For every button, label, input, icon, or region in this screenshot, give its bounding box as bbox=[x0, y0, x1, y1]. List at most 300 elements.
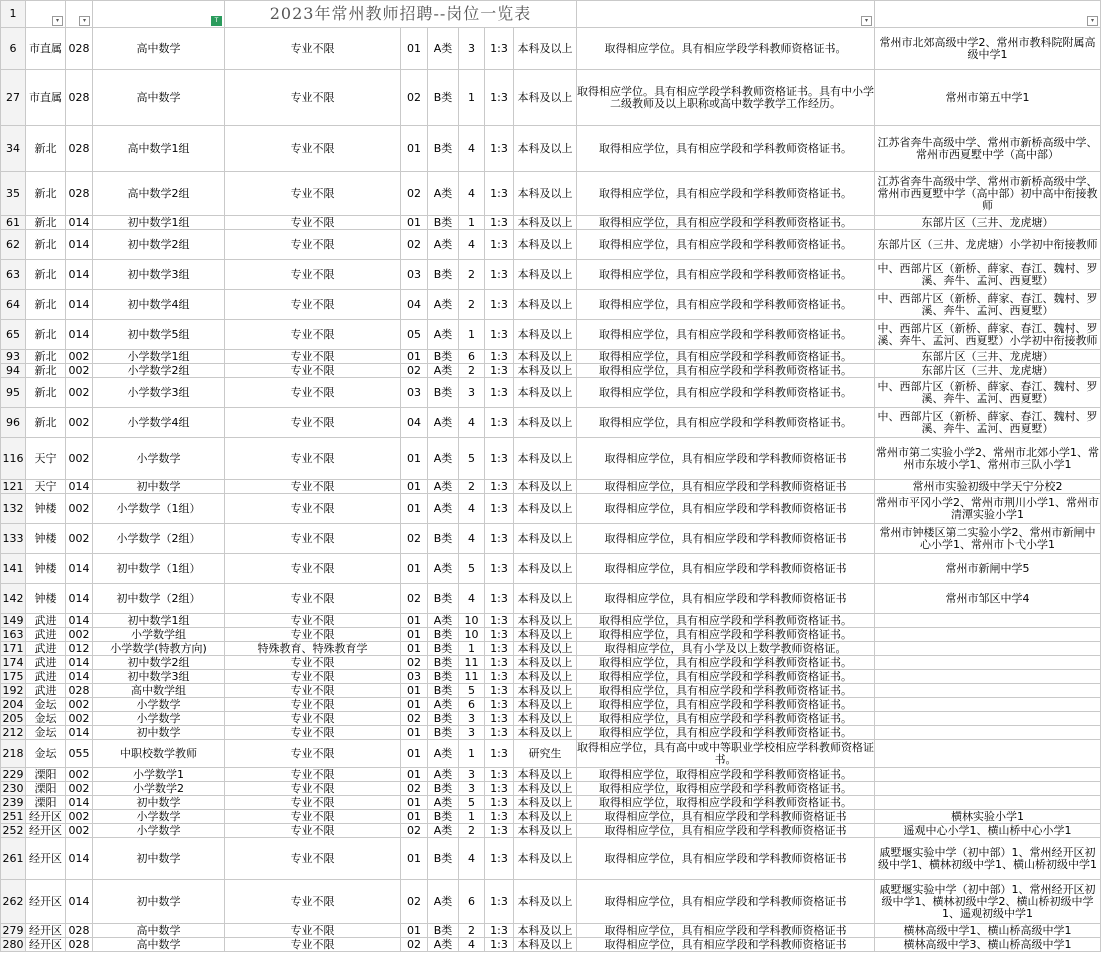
major-cell[interactable]: 专业不限 bbox=[225, 656, 401, 670]
school-cell[interactable] bbox=[875, 642, 1101, 656]
education-cell[interactable]: 本科及以上 bbox=[514, 684, 577, 698]
quota-cell[interactable]: 3 bbox=[459, 768, 485, 782]
row-number[interactable]: 239 bbox=[2, 795, 24, 809]
code-cell[interactable]: 014 bbox=[66, 670, 93, 684]
requirement-cell[interactable]: 取得相应学位，具有相应学段和学科教师资格证书。 bbox=[577, 726, 875, 740]
quota-cell[interactable]: 10 bbox=[459, 614, 485, 628]
district-cell[interactable]: 新北 bbox=[26, 320, 66, 350]
position-cell[interactable]: 小学数学 bbox=[93, 712, 225, 726]
education-cell[interactable]: 本科及以上 bbox=[514, 480, 577, 494]
district-cell[interactable]: 经开区 bbox=[26, 838, 66, 880]
district-cell[interactable]: 金坛 bbox=[26, 726, 66, 740]
row-number[interactable]: 65 bbox=[1, 320, 26, 350]
education-cell[interactable]: 本科及以上 bbox=[514, 494, 577, 524]
position-cell[interactable]: 小学数学1 bbox=[93, 768, 225, 782]
row-number[interactable]: 142 bbox=[1, 584, 26, 614]
row-number[interactable]: 121 bbox=[2, 479, 24, 493]
row-number[interactable]: 262 bbox=[1, 880, 26, 924]
code-cell[interactable]: 002 bbox=[66, 408, 93, 438]
pos-code-cell[interactable]: 02 bbox=[401, 938, 428, 952]
school-cell[interactable] bbox=[875, 614, 1101, 628]
position-cell[interactable]: 小学数学4组 bbox=[93, 408, 225, 438]
education-cell[interactable]: 本科及以上 bbox=[514, 172, 577, 216]
category-cell[interactable]: B类 bbox=[428, 350, 459, 364]
row-number[interactable]: 141 bbox=[1, 554, 26, 584]
row-number[interactable]: 218 bbox=[1, 740, 26, 768]
sheet-title-cell[interactable] bbox=[225, 1, 577, 28]
education-cell[interactable]: 本科及以上 bbox=[514, 938, 577, 952]
category-cell[interactable]: B类 bbox=[428, 684, 459, 698]
category-cell[interactable]: A类 bbox=[428, 740, 459, 768]
requirement-cell[interactable]: 取得相应学位，具有相应学段和学科教师资格证书。 bbox=[577, 614, 875, 628]
requirement-cell[interactable]: 取得相应学位，具有相应学段和学科教师资格证书。 bbox=[577, 320, 875, 350]
code-cell[interactable]: 002 bbox=[66, 782, 93, 796]
major-cell[interactable]: 专业不限 bbox=[225, 320, 401, 350]
position-cell[interactable]: 初中数学2组 bbox=[93, 230, 225, 260]
school-cell[interactable] bbox=[875, 768, 1101, 782]
education-cell[interactable]: 本科及以上 bbox=[514, 670, 577, 684]
district-cell[interactable]: 经开区 bbox=[26, 924, 66, 938]
pos-code-cell[interactable]: 02 bbox=[401, 70, 428, 126]
ratio-cell[interactable]: 1:3 bbox=[485, 824, 514, 838]
ratio-cell[interactable]: 1:3 bbox=[485, 480, 514, 494]
code-cell[interactable]: 002 bbox=[66, 524, 93, 554]
education-cell[interactable]: 本科及以上 bbox=[514, 554, 577, 584]
requirement-cell[interactable]: 取得相应学位，具有相应学段和学科教师资格证书。 bbox=[577, 230, 875, 260]
education-cell[interactable]: 本科及以上 bbox=[514, 698, 577, 712]
quota-cell[interactable]: 4 bbox=[459, 172, 485, 216]
category-cell[interactable]: A类 bbox=[428, 364, 459, 378]
pos-code-cell[interactable]: 01 bbox=[401, 126, 428, 172]
position-cell[interactable]: 高中数学 bbox=[93, 938, 225, 952]
row-number[interactable]: 192 bbox=[2, 683, 24, 697]
school-cell[interactable]: 横林实验小学1 bbox=[875, 810, 1101, 824]
category-cell[interactable]: A类 bbox=[428, 614, 459, 628]
ratio-cell[interactable]: 1:3 bbox=[485, 364, 514, 378]
quota-cell[interactable]: 3 bbox=[459, 28, 485, 70]
code-cell[interactable]: 002 bbox=[66, 712, 93, 726]
district-cell[interactable]: 新北 bbox=[26, 260, 66, 290]
education-cell[interactable]: 本科及以上 bbox=[514, 524, 577, 554]
education-cell[interactable]: 本科及以上 bbox=[514, 712, 577, 726]
school-cell[interactable]: 东部片区（三井、龙虎塘） bbox=[875, 216, 1101, 230]
position-cell[interactable]: 高中数学1组 bbox=[93, 126, 225, 172]
position-cell[interactable]: 初中数学（2组） bbox=[93, 584, 225, 614]
row-number[interactable]: 204 bbox=[2, 697, 24, 711]
pos-code-cell[interactable]: 01 bbox=[401, 698, 428, 712]
district-cell[interactable]: 经开区 bbox=[26, 880, 66, 924]
district-cell[interactable]: 经开区 bbox=[26, 824, 66, 838]
category-cell[interactable]: A类 bbox=[428, 938, 459, 952]
row-number[interactable]: 27 bbox=[1, 70, 26, 126]
category-cell[interactable]: B类 bbox=[428, 584, 459, 614]
category-cell[interactable]: B类 bbox=[428, 670, 459, 684]
code-cell[interactable]: 002 bbox=[66, 364, 93, 378]
district-cell[interactable]: 新北 bbox=[26, 216, 66, 230]
quota-cell[interactable]: 5 bbox=[459, 684, 485, 698]
education-cell[interactable]: 本科及以上 bbox=[514, 28, 577, 70]
code-cell[interactable]: 028 bbox=[66, 70, 93, 126]
category-cell[interactable]: A类 bbox=[428, 698, 459, 712]
code-cell[interactable]: 012 bbox=[66, 642, 93, 656]
education-cell[interactable]: 本科及以上 bbox=[514, 584, 577, 614]
major-cell[interactable]: 专业不限 bbox=[225, 28, 401, 70]
row-number[interactable]: 62 bbox=[1, 230, 26, 260]
row-number[interactable]: 93 bbox=[1, 350, 26, 364]
pos-code-cell[interactable]: 02 bbox=[401, 172, 428, 216]
filter-cell[interactable] bbox=[875, 1, 1101, 28]
position-cell[interactable]: 初中数学2组 bbox=[93, 656, 225, 670]
quota-cell[interactable]: 2 bbox=[459, 824, 485, 838]
ratio-cell[interactable]: 1:3 bbox=[485, 880, 514, 924]
requirement-cell[interactable]: 取得相应学位，具有相应学段和学科教师资格证书 bbox=[577, 494, 875, 524]
requirement-cell[interactable]: 取得相应学位，具有小学及以上数学教师资格证。 bbox=[577, 642, 875, 656]
school-cell[interactable]: 戚墅堰实验中学（初中部）1、常州经开区初级中学1、横林初级中学1、横山桥初级中学1 bbox=[875, 838, 1101, 880]
category-cell[interactable]: A类 bbox=[428, 880, 459, 924]
requirement-cell[interactable]: 取得相应学位，具有相应学段和学科教师资格证书。 bbox=[577, 290, 875, 320]
district-cell[interactable]: 经开区 bbox=[26, 938, 66, 952]
position-cell[interactable]: 小学数学 bbox=[93, 698, 225, 712]
pos-code-cell[interactable]: 01 bbox=[401, 924, 428, 938]
requirement-cell[interactable]: 取得相应学位，具有相应学段和学科教师资格证书。 bbox=[577, 260, 875, 290]
row-number[interactable]: 149 bbox=[2, 613, 24, 627]
school-cell[interactable]: 常州市第五中学1 bbox=[875, 70, 1101, 126]
row-number[interactable]: 61 bbox=[1, 216, 26, 230]
requirement-cell[interactable]: 取得相应学位，取得相应学段和学科教师资格证书。 bbox=[577, 768, 875, 782]
pos-code-cell[interactable]: 02 bbox=[401, 524, 428, 554]
code-cell[interactable]: 014 bbox=[66, 480, 93, 494]
row-number[interactable]: 261 bbox=[1, 838, 26, 880]
requirement-cell[interactable]: 取得相应学位，具有相应学段和学科教师资格证书 bbox=[577, 438, 875, 480]
requirement-cell[interactable]: 取得相应学位，具有相应学段和学科教师资格证书。 bbox=[577, 364, 875, 378]
school-cell[interactable]: 常州市北郊高级中学2、常州市教科院附属高级中学1 bbox=[875, 28, 1101, 70]
education-cell[interactable]: 本科及以上 bbox=[514, 290, 577, 320]
row-number[interactable]: 212 bbox=[2, 725, 24, 739]
quota-cell[interactable]: 3 bbox=[459, 712, 485, 726]
requirement-cell[interactable]: 取得相应学位，具有相应学段和学科教师资格证书。 bbox=[577, 408, 875, 438]
ratio-cell[interactable]: 1:3 bbox=[485, 782, 514, 796]
code-cell[interactable]: 028 bbox=[66, 126, 93, 172]
major-cell[interactable]: 专业不限 bbox=[225, 824, 401, 838]
row-number[interactable]: 175 bbox=[2, 669, 24, 683]
major-cell[interactable]: 特殊教育、特殊教育学 bbox=[225, 642, 401, 656]
major-cell[interactable]: 专业不限 bbox=[225, 438, 401, 480]
code-cell[interactable]: 014 bbox=[66, 260, 93, 290]
pos-code-cell[interactable]: 01 bbox=[401, 642, 428, 656]
major-cell[interactable]: 专业不限 bbox=[225, 584, 401, 614]
major-cell[interactable]: 专业不限 bbox=[225, 126, 401, 172]
row-number[interactable]: 95 bbox=[1, 378, 26, 408]
code-cell[interactable]: 002 bbox=[66, 698, 93, 712]
position-cell[interactable]: 小学数学(特教方向) bbox=[93, 642, 225, 656]
ratio-cell[interactable]: 1:3 bbox=[485, 656, 514, 670]
pos-code-cell[interactable]: 02 bbox=[401, 656, 428, 670]
position-cell[interactable]: 小学数学（1组） bbox=[93, 494, 225, 524]
quota-cell[interactable]: 2 bbox=[459, 364, 485, 378]
ratio-cell[interactable]: 1:3 bbox=[485, 438, 514, 480]
major-cell[interactable]: 专业不限 bbox=[225, 684, 401, 698]
school-cell[interactable]: 江苏省奔牛高级中学、常州市新桥高级中学、常州市西夏墅中学（高中部）初中高中衔接教师 bbox=[875, 172, 1101, 216]
position-cell[interactable]: 初中数学 bbox=[93, 880, 225, 924]
row-number[interactable]: 94 bbox=[1, 364, 26, 378]
position-cell[interactable]: 高中数学组 bbox=[93, 684, 225, 698]
ratio-cell[interactable]: 1:3 bbox=[485, 350, 514, 364]
district-cell[interactable]: 溧阳 bbox=[26, 768, 66, 782]
row-number[interactable]: 163 bbox=[2, 627, 24, 641]
ratio-cell[interactable]: 1:3 bbox=[485, 726, 514, 740]
district-cell[interactable]: 钟楼 bbox=[26, 554, 66, 584]
position-cell[interactable]: 小学数学组 bbox=[93, 628, 225, 642]
quota-cell[interactable]: 5 bbox=[459, 554, 485, 584]
major-cell[interactable]: 专业不限 bbox=[225, 938, 401, 952]
education-cell[interactable]: 本科及以上 bbox=[514, 364, 577, 378]
major-cell[interactable]: 专业不限 bbox=[225, 260, 401, 290]
code-cell[interactable]: 002 bbox=[66, 810, 93, 824]
position-cell[interactable]: 中职校数学教师 bbox=[93, 740, 225, 768]
quota-cell[interactable]: 3 bbox=[459, 782, 485, 796]
quota-cell[interactable]: 2 bbox=[459, 480, 485, 494]
district-cell[interactable]: 金坛 bbox=[26, 698, 66, 712]
category-cell[interactable]: B类 bbox=[428, 642, 459, 656]
pos-code-cell[interactable]: 01 bbox=[401, 796, 428, 810]
row-number[interactable]: 251 bbox=[2, 809, 24, 823]
ratio-cell[interactable]: 1:3 bbox=[485, 28, 514, 70]
position-cell[interactable]: 小学数学2 bbox=[93, 782, 225, 796]
category-cell[interactable]: A类 bbox=[428, 172, 459, 216]
quota-cell[interactable]: 11 bbox=[459, 656, 485, 670]
ratio-cell[interactable]: 1:3 bbox=[485, 494, 514, 524]
major-cell[interactable]: 专业不限 bbox=[225, 172, 401, 216]
requirement-cell[interactable]: 取得相应学位，具有相应学段和学科教师资格证书。 bbox=[577, 350, 875, 364]
code-cell[interactable]: 014 bbox=[66, 614, 93, 628]
quota-cell[interactable]: 4 bbox=[459, 126, 485, 172]
major-cell[interactable]: 专业不限 bbox=[225, 880, 401, 924]
requirement-cell[interactable]: 取得相应学位，具有相应学段和学科教师资格证书 bbox=[577, 838, 875, 880]
pos-code-cell[interactable]: 01 bbox=[401, 480, 428, 494]
ratio-cell[interactable]: 1:3 bbox=[485, 260, 514, 290]
district-cell[interactable]: 新北 bbox=[26, 408, 66, 438]
district-cell[interactable]: 溧阳 bbox=[26, 796, 66, 810]
education-cell[interactable]: 本科及以上 bbox=[514, 350, 577, 364]
category-cell[interactable]: A类 bbox=[428, 408, 459, 438]
pos-code-cell[interactable]: 04 bbox=[401, 408, 428, 438]
school-cell[interactable]: 东部片区（三井、龙虎塘） bbox=[875, 364, 1101, 378]
ratio-cell[interactable]: 1:3 bbox=[485, 684, 514, 698]
category-cell[interactable]: A类 bbox=[428, 230, 459, 260]
district-cell[interactable]: 武进 bbox=[26, 614, 66, 628]
ratio-cell[interactable]: 1:3 bbox=[485, 70, 514, 126]
education-cell[interactable]: 本科及以上 bbox=[514, 824, 577, 838]
code-cell[interactable]: 055 bbox=[66, 740, 93, 768]
district-cell[interactable]: 新北 bbox=[26, 350, 66, 364]
pos-code-cell[interactable]: 02 bbox=[401, 364, 428, 378]
pos-code-cell[interactable]: 02 bbox=[401, 824, 428, 838]
filter-cell[interactable] bbox=[93, 1, 225, 28]
row-number[interactable]: 63 bbox=[1, 260, 26, 290]
quota-cell[interactable]: 4 bbox=[459, 838, 485, 880]
position-cell[interactable]: 初中数学1组 bbox=[93, 614, 225, 628]
ratio-cell[interactable]: 1:3 bbox=[485, 938, 514, 952]
row-number[interactable]: 132 bbox=[1, 494, 26, 524]
school-cell[interactable]: 东部片区（三井、龙虎塘） bbox=[875, 350, 1101, 364]
row-number[interactable]: 116 bbox=[1, 438, 26, 480]
category-cell[interactable]: A类 bbox=[428, 28, 459, 70]
requirement-cell[interactable]: 取得相应学位，具有相应学段和学科教师资格证书 bbox=[577, 554, 875, 584]
pos-code-cell[interactable]: 01 bbox=[401, 684, 428, 698]
position-cell[interactable]: 高中数学 bbox=[93, 28, 225, 70]
school-cell[interactable] bbox=[875, 670, 1101, 684]
school-cell[interactable]: 东部片区（三井、龙虎塘）小学初中衔接教师 bbox=[875, 230, 1101, 260]
quota-cell[interactable]: 4 bbox=[459, 938, 485, 952]
school-cell[interactable]: 常州市实验初级中学天宁分校2 bbox=[875, 480, 1101, 494]
district-cell[interactable]: 新北 bbox=[26, 172, 66, 216]
requirement-cell[interactable]: 取得相应学位，具有相应学段和学科教师资格证书。 bbox=[577, 698, 875, 712]
category-cell[interactable]: A类 bbox=[428, 554, 459, 584]
position-cell[interactable]: 小学数学1组 bbox=[93, 350, 225, 364]
position-cell[interactable]: 初中数学 bbox=[93, 480, 225, 494]
row-number[interactable]: 171 bbox=[2, 641, 24, 655]
row-number[interactable]: 229 bbox=[2, 767, 24, 781]
quota-cell[interactable]: 4 bbox=[459, 524, 485, 554]
code-cell[interactable]: 002 bbox=[66, 628, 93, 642]
education-cell[interactable]: 研究生 bbox=[514, 740, 577, 768]
code-cell[interactable]: 014 bbox=[66, 290, 93, 320]
code-cell[interactable]: 028 bbox=[66, 172, 93, 216]
pos-code-cell[interactable]: 01 bbox=[401, 810, 428, 824]
school-cell[interactable]: 中、西部片区（新桥、薛家、春江、魏村、罗溪、奔牛、孟河、西夏墅） bbox=[875, 260, 1101, 290]
code-cell[interactable]: 014 bbox=[66, 726, 93, 740]
pos-code-cell[interactable]: 01 bbox=[401, 28, 428, 70]
education-cell[interactable]: 本科及以上 bbox=[514, 924, 577, 938]
position-cell[interactable]: 高中数学 bbox=[93, 70, 225, 126]
requirement-cell[interactable]: 取得相应学位。具有相应学段学科教师资格证书。具有中小学二级教师及以上职称或高中数学教学工作经历。 bbox=[577, 70, 875, 126]
school-cell[interactable]: 中、西部片区（新桥、薛家、春江、魏村、罗溪、奔牛、孟河、西夏墅） bbox=[875, 290, 1101, 320]
category-cell[interactable]: A类 bbox=[428, 438, 459, 480]
education-cell[interactable]: 本科及以上 bbox=[514, 796, 577, 810]
district-cell[interactable]: 钟楼 bbox=[26, 494, 66, 524]
pos-code-cell[interactable]: 01 bbox=[401, 216, 428, 230]
category-cell[interactable]: A类 bbox=[428, 824, 459, 838]
requirement-cell[interactable]: 取得相应学位，具有相应学段和学科教师资格证书 bbox=[577, 924, 875, 938]
ratio-cell[interactable]: 1:3 bbox=[485, 126, 514, 172]
school-cell[interactable] bbox=[875, 656, 1101, 670]
district-cell[interactable]: 溧阳 bbox=[26, 782, 66, 796]
category-cell[interactable]: B类 bbox=[428, 838, 459, 880]
major-cell[interactable]: 专业不限 bbox=[225, 554, 401, 584]
row-number[interactable]: 280 bbox=[2, 937, 24, 951]
district-cell[interactable]: 市直属 bbox=[26, 70, 66, 126]
school-cell[interactable]: 中、西部片区（新桥、薛家、春江、魏村、罗溪、奔牛、孟河、西夏墅） bbox=[875, 408, 1101, 438]
school-cell[interactable] bbox=[875, 726, 1101, 740]
pos-code-cell[interactable]: 02 bbox=[401, 880, 428, 924]
ratio-cell[interactable]: 1:3 bbox=[485, 584, 514, 614]
major-cell[interactable]: 专业不限 bbox=[225, 378, 401, 408]
requirement-cell[interactable]: 取得相应学位，取得相应学段和学科教师资格证书。 bbox=[577, 796, 875, 810]
pos-code-cell[interactable]: 03 bbox=[401, 260, 428, 290]
district-cell[interactable]: 天宁 bbox=[26, 480, 66, 494]
major-cell[interactable]: 专业不限 bbox=[225, 924, 401, 938]
school-cell[interactable] bbox=[875, 740, 1101, 768]
row-number[interactable]: 34 bbox=[1, 126, 26, 172]
filter-cell[interactable] bbox=[26, 1, 66, 28]
quota-cell[interactable]: 1 bbox=[459, 642, 485, 656]
row-number[interactable]: 96 bbox=[1, 408, 26, 438]
requirement-cell[interactable]: 取得相应学位，具有相应学段和学科教师资格证书。 bbox=[577, 216, 875, 230]
position-cell[interactable]: 初中数学1组 bbox=[93, 216, 225, 230]
category-cell[interactable]: B类 bbox=[428, 70, 459, 126]
quota-cell[interactable]: 2 bbox=[459, 924, 485, 938]
position-cell[interactable]: 小学数学3组 bbox=[93, 378, 225, 408]
district-cell[interactable]: 钟楼 bbox=[26, 584, 66, 614]
requirement-cell[interactable]: 取得相应学位，具有相应学段和学科教师资格证书。 bbox=[577, 172, 875, 216]
filter-cell[interactable] bbox=[66, 1, 93, 28]
district-cell[interactable]: 金坛 bbox=[26, 740, 66, 768]
quota-cell[interactable]: 2 bbox=[459, 260, 485, 290]
district-cell[interactable]: 武进 bbox=[26, 642, 66, 656]
pos-code-cell[interactable]: 03 bbox=[401, 378, 428, 408]
position-cell[interactable]: 小学数学2组 bbox=[93, 364, 225, 378]
education-cell[interactable]: 本科及以上 bbox=[514, 320, 577, 350]
filter-dropdown-icon[interactable]: ▾ bbox=[861, 16, 872, 26]
category-cell[interactable]: B类 bbox=[428, 628, 459, 642]
position-cell[interactable]: 初中数学3组 bbox=[93, 260, 225, 290]
education-cell[interactable]: 本科及以上 bbox=[514, 614, 577, 628]
education-cell[interactable]: 本科及以上 bbox=[514, 782, 577, 796]
code-cell[interactable]: 002 bbox=[66, 494, 93, 524]
district-cell[interactable]: 钟楼 bbox=[26, 524, 66, 554]
code-cell[interactable]: 002 bbox=[66, 824, 93, 838]
ratio-cell[interactable]: 1:3 bbox=[485, 642, 514, 656]
quota-cell[interactable]: 2 bbox=[459, 290, 485, 320]
row-number[interactable]: 6 bbox=[1, 28, 26, 70]
requirement-cell[interactable]: 取得相应学位，具有相应学段和学科教师资格证书 bbox=[577, 824, 875, 838]
category-cell[interactable]: B类 bbox=[428, 782, 459, 796]
pos-code-cell[interactable]: 01 bbox=[401, 768, 428, 782]
quota-cell[interactable]: 5 bbox=[459, 438, 485, 480]
ratio-cell[interactable]: 1:3 bbox=[485, 524, 514, 554]
category-cell[interactable]: A类 bbox=[428, 320, 459, 350]
ratio-cell[interactable]: 1:3 bbox=[485, 290, 514, 320]
major-cell[interactable]: 专业不限 bbox=[225, 670, 401, 684]
code-cell[interactable]: 002 bbox=[66, 378, 93, 408]
row-number[interactable]: 252 bbox=[2, 823, 24, 837]
education-cell[interactable]: 本科及以上 bbox=[514, 656, 577, 670]
position-cell[interactable]: 初中数学3组 bbox=[93, 670, 225, 684]
requirement-cell[interactable]: 取得相应学位，具有相应学段和学科教师资格证书 bbox=[577, 880, 875, 924]
ratio-cell[interactable]: 1:3 bbox=[485, 698, 514, 712]
school-cell[interactable]: 戚墅堰实验中学（初中部）1、常州经开区初级中学1、横林初级中学2、横山桥初级中学1、遥观初级中学1 bbox=[875, 880, 1101, 924]
quota-cell[interactable]: 4 bbox=[459, 584, 485, 614]
category-cell[interactable]: B类 bbox=[428, 656, 459, 670]
ratio-cell[interactable]: 1:3 bbox=[485, 712, 514, 726]
category-cell[interactable]: A类 bbox=[428, 768, 459, 782]
district-cell[interactable]: 武进 bbox=[26, 684, 66, 698]
row-number[interactable]: 205 bbox=[2, 711, 24, 725]
major-cell[interactable]: 专业不限 bbox=[225, 726, 401, 740]
major-cell[interactable]: 专业不限 bbox=[225, 290, 401, 320]
ratio-cell[interactable]: 1:3 bbox=[485, 230, 514, 260]
category-cell[interactable]: B类 bbox=[428, 524, 459, 554]
district-cell[interactable]: 新北 bbox=[26, 364, 66, 378]
major-cell[interactable]: 专业不限 bbox=[225, 628, 401, 642]
requirement-cell[interactable]: 取得相应学位，具有相应学段和学科教师资格证书。 bbox=[577, 684, 875, 698]
code-cell[interactable]: 002 bbox=[66, 350, 93, 364]
pos-code-cell[interactable]: 01 bbox=[401, 838, 428, 880]
school-cell[interactable] bbox=[875, 628, 1101, 642]
position-cell[interactable]: 小学数学 bbox=[93, 824, 225, 838]
category-cell[interactable]: A类 bbox=[428, 796, 459, 810]
category-cell[interactable]: A类 bbox=[428, 494, 459, 524]
